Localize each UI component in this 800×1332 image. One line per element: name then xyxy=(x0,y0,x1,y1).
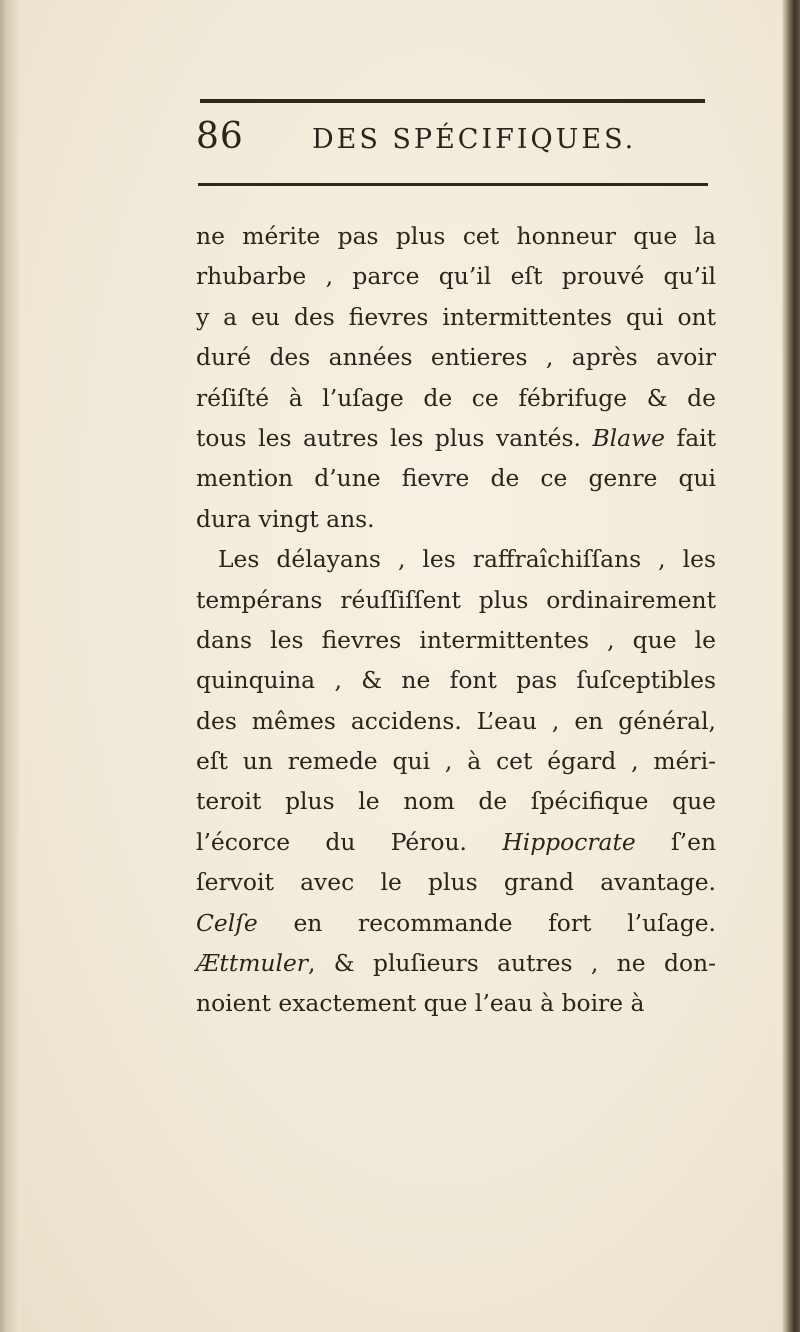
text-line: ſervoit avec le plus grand avantage. xyxy=(196,868,716,897)
text-span: , & pluſieurs autres , ne don- xyxy=(307,949,716,978)
text-line: rhubarbe , parce qu’il eſt prouvé qu’il xyxy=(196,262,716,291)
text-line: dura vingt ans. xyxy=(196,504,375,533)
binding-gutter xyxy=(0,0,20,1332)
text-span: tous les autres les plus vantés. xyxy=(196,423,581,452)
text-line: des mêmes accidens. L’eau , en général, xyxy=(196,706,716,735)
author-name: Ættmuler xyxy=(196,949,308,978)
text-line: y a eu des fievres intermittentes qui ont xyxy=(196,302,716,331)
text-line: Les délayans , les raffraîchiſſans , les xyxy=(218,545,716,574)
text-span: ſ’en xyxy=(671,827,717,856)
text-span: fait xyxy=(676,423,717,452)
author-name: Blawe xyxy=(592,423,665,452)
text-line: tempérans réuſſiſſent plus ordinairement xyxy=(196,585,716,614)
text-line: dans les fievres intermittentes , que le xyxy=(196,625,716,654)
text-line xyxy=(196,418,716,458)
text-line: réſiſté à l’uſage de ce fébrifuge & de xyxy=(196,383,716,412)
text-line: eſt un remede qui , à cet égard , méri- xyxy=(196,747,716,776)
text-line: mention d’une fievre de ce genre qui xyxy=(196,464,716,493)
header-top-rule xyxy=(200,99,705,103)
text-line: noient exactement que l’eau à boire à xyxy=(196,989,645,1018)
text-line xyxy=(196,943,716,983)
text-line: teroit plus le nom de ſpécifique que xyxy=(196,787,716,816)
text-span: en recommande fort l’uſage. xyxy=(293,908,716,937)
text-line: duré des années entieres , après avoir xyxy=(196,343,716,372)
text-line xyxy=(196,822,716,862)
running-head xyxy=(196,112,716,162)
page-header-title: DES SPÉCIFIQUES. xyxy=(312,124,637,155)
body-text xyxy=(196,216,716,1024)
header-bottom-rule xyxy=(198,183,708,186)
page-edge xyxy=(782,0,800,1332)
text-line xyxy=(196,903,716,943)
page-number: 86 xyxy=(196,116,244,157)
author-name: Hippocrate xyxy=(502,827,636,856)
author-name: Celſe xyxy=(196,908,258,937)
text-span: l’écorce du Pérou. xyxy=(196,827,467,856)
text-line: ne mérite pas plus cet honneur que la xyxy=(196,222,716,250)
text-line: quinquina , & ne font pas ſuſceptibles xyxy=(196,666,716,695)
